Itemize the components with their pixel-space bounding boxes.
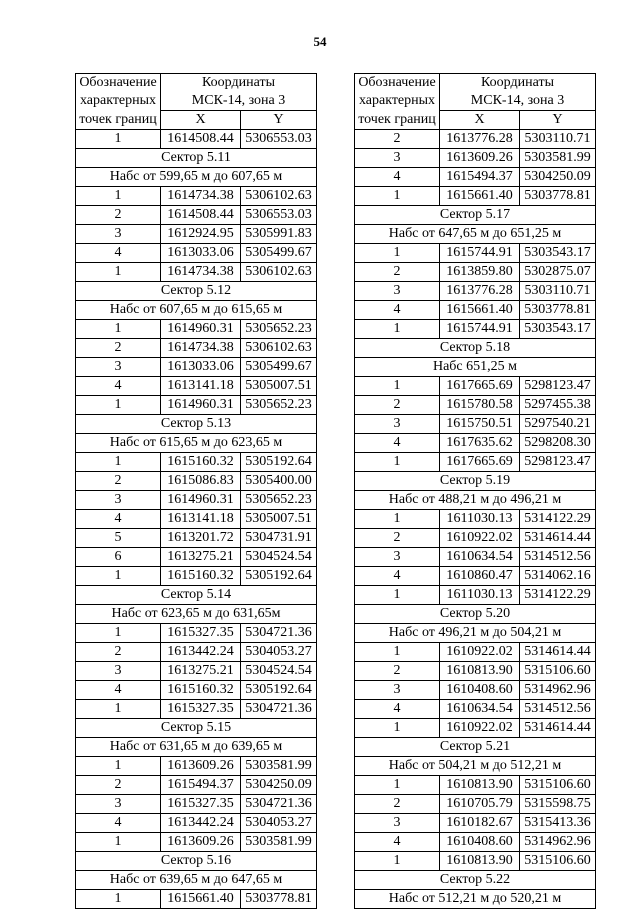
coord-y: 5314614.44 — [520, 719, 596, 738]
sector-label: Сектор 5.21 — [355, 738, 596, 757]
point-number: 1 — [355, 776, 440, 795]
coord-x: 1613033.06 — [161, 244, 241, 263]
coord-y: 5304524.54 — [241, 548, 317, 567]
sector-row — [76, 738, 317, 757]
coord-y: 5303110.71 — [520, 130, 596, 149]
coord-x: 1615327.35 — [161, 795, 241, 814]
coord-y: 5305192.64 — [241, 681, 317, 700]
point-number: 3 — [76, 358, 161, 377]
coord-y: 5304053.27 — [241, 814, 317, 833]
header-designation-line2: характерных — [355, 92, 440, 111]
point-number: 4 — [355, 567, 440, 586]
coord-y: 5314122.29 — [520, 510, 596, 529]
point-number: 1 — [76, 320, 161, 339]
header-designation-line2: характерных — [76, 92, 161, 111]
point-number: 3 — [355, 149, 440, 168]
point-row — [355, 662, 596, 681]
sector-row — [76, 719, 317, 738]
sector-label: Сектор 5.19 — [355, 472, 596, 491]
coord-x: 1615661.40 — [161, 890, 241, 909]
coord-x: 1613609.26 — [161, 833, 241, 852]
coord-x: 1615327.35 — [161, 624, 241, 643]
header-coordinates: Координаты — [440, 74, 596, 93]
point-row — [355, 814, 596, 833]
coord-x: 1615744.91 — [440, 320, 520, 339]
coord-x: 1611030.13 — [440, 586, 520, 605]
point-number: 4 — [76, 510, 161, 529]
sector-row — [76, 149, 317, 168]
point-number: 4 — [355, 700, 440, 719]
sector-row — [76, 871, 317, 890]
coord-x: 1610634.54 — [440, 548, 520, 567]
coord-y: 5304721.36 — [241, 624, 317, 643]
sector-label: Сектор 5.13 — [76, 415, 317, 434]
point-row — [76, 320, 317, 339]
point-row — [355, 282, 596, 301]
point-row — [355, 149, 596, 168]
sector-row — [355, 624, 596, 643]
coord-y: 5315106.60 — [520, 776, 596, 795]
sector-label: Набс от 615,65 м до 623,65 м — [76, 434, 317, 453]
sector-row — [355, 871, 596, 890]
point-row — [76, 130, 317, 149]
point-row — [355, 396, 596, 415]
coord-y: 5303581.99 — [241, 833, 317, 852]
point-row — [76, 377, 317, 396]
sector-row — [76, 586, 317, 605]
coord-y: 5306102.63 — [241, 263, 317, 282]
coord-x: 1610408.60 — [440, 681, 520, 700]
sector-label: Сектор 5.12 — [76, 282, 317, 301]
point-number: 2 — [76, 643, 161, 662]
sector-label: Набс от 607,65 м до 615,65 м — [76, 301, 317, 320]
coord-y: 5303581.99 — [241, 757, 317, 776]
coord-y: 5297455.38 — [520, 396, 596, 415]
coord-y: 5315106.60 — [520, 662, 596, 681]
point-row — [355, 301, 596, 320]
sector-row — [355, 472, 596, 491]
coord-x: 1613776.28 — [440, 130, 520, 149]
point-row — [76, 453, 317, 472]
point-row — [355, 586, 596, 605]
sector-label: Набс от 647,65 м до 651,25 м — [355, 225, 596, 244]
point-number: 1 — [76, 890, 161, 909]
coord-y: 5303778.81 — [520, 301, 596, 320]
point-row — [355, 776, 596, 795]
coord-y: 5314614.44 — [520, 643, 596, 662]
coord-y: 5314512.56 — [520, 548, 596, 567]
coord-y: 5305007.51 — [241, 377, 317, 396]
point-number: 2 — [355, 529, 440, 548]
point-number: 2 — [355, 263, 440, 282]
point-number: 1 — [76, 263, 161, 282]
coord-y: 5305652.23 — [241, 320, 317, 339]
point-row — [76, 643, 317, 662]
coord-y: 5306553.03 — [241, 130, 317, 149]
sector-label: Набс от 599,65 м до 607,65 м — [76, 168, 317, 187]
coord-x: 1615160.32 — [161, 453, 241, 472]
point-row — [76, 358, 317, 377]
coord-y: 5306102.63 — [241, 339, 317, 358]
coord-x: 1613609.26 — [161, 757, 241, 776]
coord-x: 1615744.91 — [440, 244, 520, 263]
point-number: 1 — [355, 453, 440, 472]
coord-x: 1614960.31 — [161, 320, 241, 339]
point-number: 4 — [355, 434, 440, 453]
coord-y: 5305499.67 — [241, 244, 317, 263]
coord-x: 1610860.47 — [440, 567, 520, 586]
point-row — [76, 548, 317, 567]
point-row — [355, 415, 596, 434]
coord-x: 1610922.02 — [440, 719, 520, 738]
point-number: 1 — [355, 719, 440, 738]
coord-x: 1613776.28 — [440, 282, 520, 301]
point-number: 4 — [76, 681, 161, 700]
coord-y: 5315413.36 — [520, 814, 596, 833]
point-number: 3 — [355, 282, 440, 301]
coord-x: 1614960.31 — [161, 491, 241, 510]
coord-y: 5314512.56 — [520, 700, 596, 719]
point-row — [355, 852, 596, 871]
coordinates-table-left — [75, 73, 317, 909]
header-crs: МСК-14, зона 3 — [440, 92, 596, 111]
coord-x: 1615160.32 — [161, 567, 241, 586]
point-number: 5 — [76, 529, 161, 548]
point-row — [76, 225, 317, 244]
coord-x: 1614734.38 — [161, 187, 241, 206]
point-number: 2 — [355, 396, 440, 415]
point-number: 1 — [76, 700, 161, 719]
point-row — [355, 548, 596, 567]
coord-x: 1615780.58 — [440, 396, 520, 415]
point-number: 3 — [355, 681, 440, 700]
sector-row — [76, 605, 317, 624]
coord-y: 5314614.44 — [520, 529, 596, 548]
point-number: 4 — [76, 377, 161, 396]
sector-row — [355, 605, 596, 624]
coord-y: 5305400.00 — [241, 472, 317, 491]
point-row — [76, 187, 317, 206]
coord-y: 5305192.64 — [241, 453, 317, 472]
point-number: 1 — [355, 187, 440, 206]
coord-y: 5305991.83 — [241, 225, 317, 244]
point-row — [76, 206, 317, 225]
sector-row — [76, 301, 317, 320]
sector-label: Сектор 5.22 — [355, 871, 596, 890]
coord-y: 5303543.17 — [520, 244, 596, 263]
header-designation-line3: точек границ — [355, 111, 440, 130]
coord-y: 5298123.47 — [520, 453, 596, 472]
coord-y: 5303543.17 — [520, 320, 596, 339]
coord-x: 1615160.32 — [161, 681, 241, 700]
coord-y: 5304250.09 — [241, 776, 317, 795]
point-number: 4 — [355, 833, 440, 852]
point-number: 3 — [355, 415, 440, 434]
point-number: 1 — [355, 377, 440, 396]
sector-label: Набс от 504,21 м до 512,21 м — [355, 757, 596, 776]
point-number: 3 — [76, 225, 161, 244]
point-row — [76, 795, 317, 814]
coord-x: 1615494.37 — [440, 168, 520, 187]
coord-x: 1613442.24 — [161, 643, 241, 662]
point-row — [355, 453, 596, 472]
point-row — [76, 339, 317, 358]
point-number: 4 — [76, 244, 161, 263]
point-number: 4 — [355, 168, 440, 187]
header-y: Y — [520, 111, 596, 130]
point-row — [355, 795, 596, 814]
point-row — [355, 320, 596, 339]
coord-y: 5303581.99 — [520, 149, 596, 168]
coord-x: 1615086.83 — [161, 472, 241, 491]
coord-y: 5298208.30 — [520, 434, 596, 453]
coord-x: 1612924.95 — [161, 225, 241, 244]
point-row — [76, 776, 317, 795]
point-number: 1 — [355, 320, 440, 339]
coord-x: 1613141.18 — [161, 377, 241, 396]
point-row — [76, 890, 317, 909]
coord-x: 1613442.24 — [161, 814, 241, 833]
point-row — [76, 624, 317, 643]
point-row — [76, 472, 317, 491]
point-number: 1 — [355, 586, 440, 605]
point-row — [355, 434, 596, 453]
page-number: 54 — [313, 34, 327, 49]
sector-label: Набс от 623,65 м до 631,65м — [76, 605, 317, 624]
point-number: 1 — [355, 643, 440, 662]
coord-x: 1615750.51 — [440, 415, 520, 434]
coord-y: 5304053.27 — [241, 643, 317, 662]
point-number: 2 — [355, 130, 440, 149]
sector-row — [76, 415, 317, 434]
coord-y: 5305652.23 — [241, 396, 317, 415]
point-row — [76, 263, 317, 282]
point-number: 6 — [76, 548, 161, 567]
point-row — [355, 377, 596, 396]
coord-y: 5305652.23 — [241, 491, 317, 510]
sector-label: Набс от 639,65 м до 647,65 м — [76, 871, 317, 890]
point-number: 3 — [76, 662, 161, 681]
point-row — [76, 529, 317, 548]
coord-x: 1611030.13 — [440, 510, 520, 529]
coord-y: 5306553.03 — [241, 206, 317, 225]
point-number: 1 — [76, 757, 161, 776]
point-number: 3 — [76, 491, 161, 510]
point-number: 3 — [355, 548, 440, 567]
sector-label: Сектор 5.15 — [76, 719, 317, 738]
coord-x: 1610813.90 — [440, 776, 520, 795]
sector-label: Сектор 5.18 — [355, 339, 596, 358]
sector-label: Сектор 5.20 — [355, 605, 596, 624]
point-row — [355, 700, 596, 719]
sector-label: Сектор 5.16 — [76, 852, 317, 871]
point-row — [76, 700, 317, 719]
sector-row — [76, 434, 317, 453]
coord-x: 1614734.38 — [161, 339, 241, 358]
sector-label: Набс 651,25 м — [355, 358, 596, 377]
sector-row — [76, 282, 317, 301]
coord-y: 5304731.91 — [241, 529, 317, 548]
coord-x: 1615661.40 — [440, 187, 520, 206]
header-coordinates: Координаты — [161, 74, 317, 93]
coord-y: 5306102.63 — [241, 187, 317, 206]
header-crs: МСК-14, зона 3 — [161, 92, 317, 111]
point-number: 1 — [76, 624, 161, 643]
coord-y: 5314962.96 — [520, 833, 596, 852]
sector-label: Сектор 5.14 — [76, 586, 317, 605]
coord-y: 5305499.67 — [241, 358, 317, 377]
point-row — [355, 681, 596, 700]
coordinates-table-right — [354, 73, 596, 909]
coord-x: 1614960.31 — [161, 396, 241, 415]
point-row — [355, 719, 596, 738]
coord-x: 1613859.80 — [440, 263, 520, 282]
coord-y: 5298123.47 — [520, 377, 596, 396]
sector-row — [355, 757, 596, 776]
sector-row — [76, 168, 317, 187]
point-number: 1 — [355, 510, 440, 529]
sector-label: Набс от 496,21 м до 504,21 м — [355, 624, 596, 643]
coord-y: 5304524.54 — [241, 662, 317, 681]
point-number: 1 — [76, 833, 161, 852]
point-number: 2 — [76, 472, 161, 491]
point-row — [76, 681, 317, 700]
coord-x: 1614508.44 — [161, 130, 241, 149]
coord-y: 5303110.71 — [520, 282, 596, 301]
point-row — [355, 263, 596, 282]
point-number: 4 — [355, 301, 440, 320]
coord-y: 5297540.21 — [520, 415, 596, 434]
point-number: 2 — [76, 206, 161, 225]
coord-x: 1617635.62 — [440, 434, 520, 453]
point-row — [355, 567, 596, 586]
coord-y: 5315598.75 — [520, 795, 596, 814]
coord-y: 5304721.36 — [241, 700, 317, 719]
coord-y: 5303778.81 — [520, 187, 596, 206]
coord-x: 1615327.35 — [161, 700, 241, 719]
coord-x: 1610408.60 — [440, 833, 520, 852]
coord-y: 5314962.96 — [520, 681, 596, 700]
coord-x: 1614508.44 — [161, 206, 241, 225]
point-row — [76, 833, 317, 852]
coord-x: 1610634.54 — [440, 700, 520, 719]
point-number: 2 — [355, 662, 440, 681]
point-row — [355, 510, 596, 529]
coord-x: 1617665.69 — [440, 377, 520, 396]
point-row — [76, 814, 317, 833]
coord-x: 1610182.67 — [440, 814, 520, 833]
coord-y: 5305192.64 — [241, 567, 317, 586]
point-row — [76, 491, 317, 510]
coord-x: 1613275.21 — [161, 662, 241, 681]
point-row — [76, 662, 317, 681]
point-row — [355, 529, 596, 548]
coord-y: 5314062.16 — [520, 567, 596, 586]
point-number: 1 — [76, 187, 161, 206]
coord-x: 1613609.26 — [440, 149, 520, 168]
coord-x: 1614734.38 — [161, 263, 241, 282]
coord-x: 1610705.79 — [440, 795, 520, 814]
coord-y: 5305007.51 — [241, 510, 317, 529]
coord-y: 5303778.81 — [241, 890, 317, 909]
coord-x: 1610922.02 — [440, 529, 520, 548]
coord-x: 1610922.02 — [440, 643, 520, 662]
header-designation-line1: Обозначение — [76, 74, 161, 93]
coord-x: 1610813.90 — [440, 852, 520, 871]
point-number: 4 — [76, 814, 161, 833]
point-number: 2 — [76, 776, 161, 795]
point-number: 1 — [355, 244, 440, 263]
sector-label: Набс от 512,21 м до 520,21 м — [355, 890, 596, 909]
point-number: 3 — [76, 795, 161, 814]
point-row — [76, 567, 317, 586]
sector-label: Сектор 5.17 — [355, 206, 596, 225]
sector-row — [355, 339, 596, 358]
point-row — [76, 396, 317, 415]
header-x: X — [161, 111, 241, 130]
sector-row — [355, 225, 596, 244]
point-row — [76, 757, 317, 776]
coord-y: 5304250.09 — [520, 168, 596, 187]
coord-x: 1613275.21 — [161, 548, 241, 567]
sector-row — [355, 491, 596, 510]
point-row — [76, 244, 317, 263]
point-row — [355, 187, 596, 206]
coord-x: 1615494.37 — [161, 776, 241, 795]
coord-x: 1610813.90 — [440, 662, 520, 681]
point-number: 1 — [76, 453, 161, 472]
point-number: 3 — [355, 814, 440, 833]
coord-y: 5304721.36 — [241, 795, 317, 814]
coord-y: 5302875.07 — [520, 263, 596, 282]
point-number: 2 — [355, 795, 440, 814]
point-number: 1 — [76, 567, 161, 586]
point-row — [355, 643, 596, 662]
sector-row — [355, 738, 596, 757]
point-row — [355, 168, 596, 187]
point-row — [76, 510, 317, 529]
coord-x: 1613201.72 — [161, 529, 241, 548]
point-row — [355, 833, 596, 852]
point-number: 1 — [355, 852, 440, 871]
sector-row — [355, 358, 596, 377]
point-number: 1 — [76, 396, 161, 415]
coord-x: 1613033.06 — [161, 358, 241, 377]
coord-x: 1615661.40 — [440, 301, 520, 320]
coord-y: 5315106.60 — [520, 852, 596, 871]
point-row — [355, 244, 596, 263]
header-designation-line3: точек границ — [76, 111, 161, 130]
sector-row — [355, 890, 596, 909]
header-y: Y — [241, 111, 317, 130]
sector-row — [355, 206, 596, 225]
header-x: X — [440, 111, 520, 130]
coord-y: 5314122.29 — [520, 586, 596, 605]
sector-label: Набс от 488,21 м до 496,21 м — [355, 491, 596, 510]
coord-x: 1617665.69 — [440, 453, 520, 472]
sector-row — [76, 852, 317, 871]
sector-label: Набс от 631,65 м до 639,65 м — [76, 738, 317, 757]
point-row — [355, 130, 596, 149]
coord-x: 1613141.18 — [161, 510, 241, 529]
point-number: 1 — [76, 130, 161, 149]
sector-label: Сектор 5.11 — [76, 149, 317, 168]
point-number: 2 — [76, 339, 161, 358]
header-designation-line1: Обозначение — [355, 74, 440, 93]
